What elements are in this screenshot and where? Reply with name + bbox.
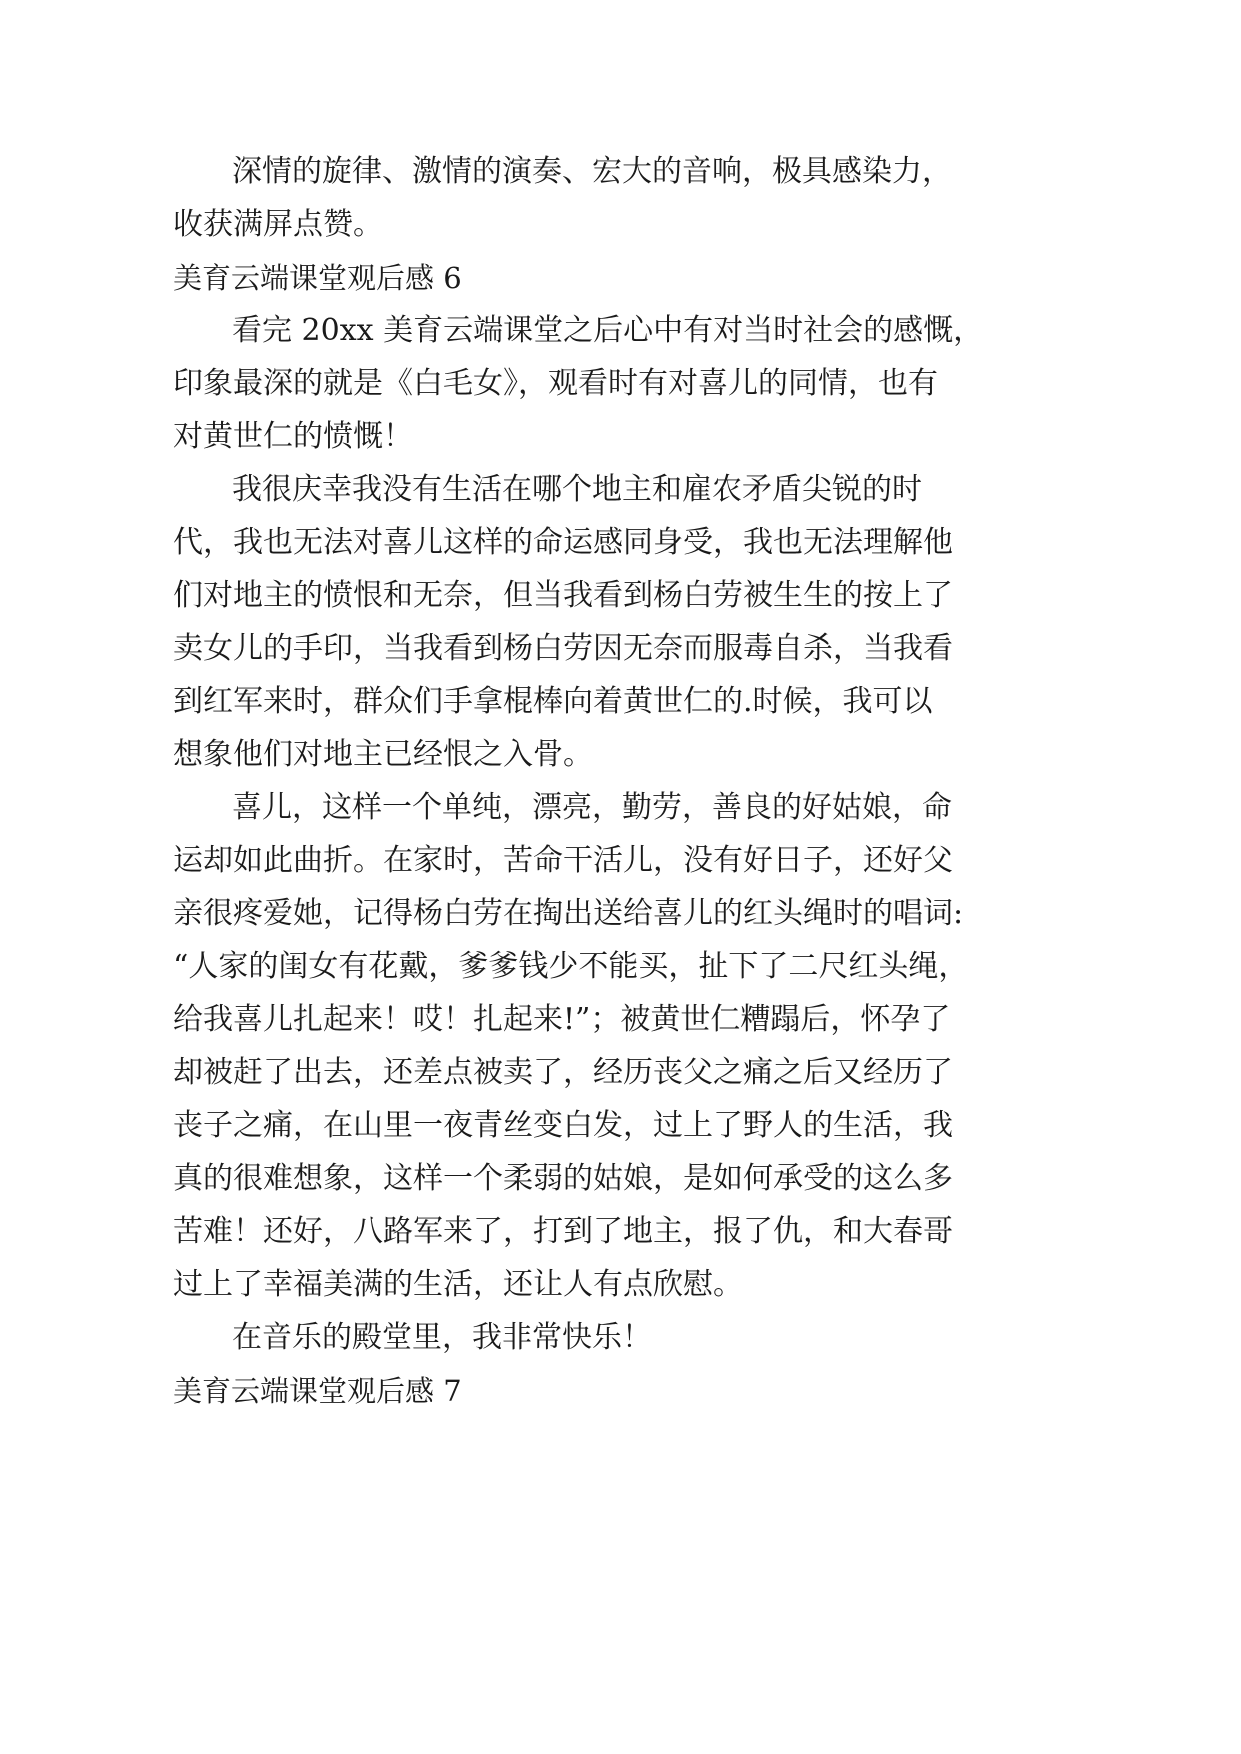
paragraph-line: 到红军来时，群众们手拿棍棒向着黄世仁的.时候，我可以: [173, 684, 933, 719]
paragraph-line: “人家的闺女有花戴，爹爹钱少不能买，扯下了二尺红头绳，: [173, 949, 969, 984]
paragraph-line: 真的很难想象，这样一个柔弱的姑娘，是如何承受的这么多: [173, 1161, 953, 1196]
paragraph-line: 我很庆幸我没有生活在哪个地主和雇农矛盾尖锐的时: [232, 472, 922, 507]
paragraph-line: 代，我也无法对喜儿这样的命运感同身受，我也无法理解他: [173, 525, 953, 560]
paragraph-line: 运却如此曲折。在家时，苦命干活儿，没有好日子，还好父: [173, 843, 953, 878]
paragraph-line: 看完 20xx 美育云端课堂之后心中有对当时社会的感慨，: [232, 313, 984, 348]
paragraph-line: 喜儿，这样一个单纯，漂亮，勤劳，善良的好姑娘，命: [232, 790, 952, 825]
paragraph-line: 给我喜儿扎起来！哎！扎起来!”；被黄世仁糟蹋后，怀孕了: [173, 1002, 951, 1037]
paragraph-line: 印象最深的就是《白毛女》，观看时有对喜儿的同情，也有: [173, 366, 938, 401]
paragraph-line: 收获满屏点赞。: [173, 207, 383, 242]
paragraph-line: 卖女儿的手印，当我看到杨白劳因无奈而服毒自杀，当我看: [173, 631, 953, 666]
paragraph-line: 丧子之痛，在山里一夜青丝变白发，过上了野人的生活，我: [173, 1108, 953, 1143]
paragraph-line: 却被赶了出去，还差点被卖了，经历丧父之痛之后又经历了: [173, 1055, 953, 1090]
paragraph-line: 在音乐的殿堂里，我非常快乐！: [232, 1320, 652, 1355]
section-heading: 美育云端课堂观后感 6: [173, 261, 462, 295]
paragraph-line: 想象他们对地主已经恨之入骨。: [173, 737, 593, 772]
section-heading: 美育云端课堂观后感 7: [173, 1374, 462, 1408]
paragraph-line: 们对地主的愤恨和无奈，但当我看到杨白劳被生生的按上了: [173, 578, 953, 613]
paragraph-line: 亲很疼爱她，记得杨白劳在掏出送给喜儿的红头绳时的唱词:: [173, 896, 964, 931]
paragraph-line: 深情的旋律、激情的演奏、宏大的音响，极具感染力，: [232, 154, 952, 189]
paragraph-line: 过上了幸福美满的生活，还让人有点欣慰。: [173, 1267, 743, 1302]
paragraph-line: 苦难！还好，八路军来了，打到了地主，报了仇，和大春哥: [173, 1214, 953, 1249]
paragraph-line: 对黄世仁的愤慨！: [173, 419, 413, 454]
